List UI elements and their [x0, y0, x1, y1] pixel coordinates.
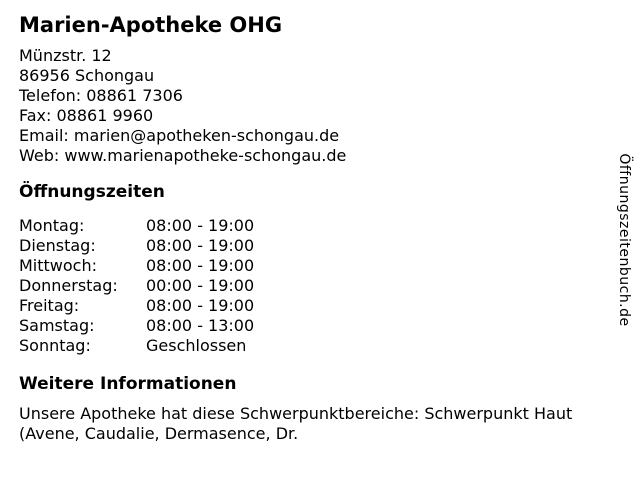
opening-hours-row	[19, 256, 640, 276]
opening-hours-row	[19, 316, 640, 336]
time-value: 08:00 - 19:00	[146, 216, 255, 235]
opening-hours-row	[19, 216, 640, 236]
opening-hours-table	[19, 216, 640, 356]
opening-hours-row	[19, 276, 640, 296]
time-value: 08:00 - 13:00	[146, 316, 255, 335]
more-info-text: Unsere Apotheke hat diese Schwerpunktbereiche: Schwerpunkt Haut (Avene, Caudalie, Dermasence, Dr.	[19, 404, 573, 443]
day-label: Samstag:	[19, 316, 95, 335]
day-label: Freitag:	[19, 296, 80, 315]
time-value: 00:00 - 19:00	[146, 276, 255, 295]
page-title: Marien-Apotheke OHG	[19, 13, 283, 37]
time-value: 08:00 - 19:00	[146, 236, 255, 255]
time-value: Geschlossen	[146, 336, 247, 355]
watermark-brand: Öffnungszeitenbuch.de	[616, 153, 632, 327]
day-label: Dienstag:	[19, 236, 96, 255]
contact-block	[19, 46, 640, 166]
day-label: Sonntag:	[19, 336, 91, 355]
opening-hours-row	[19, 296, 640, 316]
contact-web: Web: www.marienapotheke-schongau.de	[19, 146, 347, 165]
contact-street: Münzstr. 12	[19, 46, 112, 65]
time-value: 08:00 - 19:00	[146, 296, 255, 315]
contact-fax: Fax: 08861 9960	[19, 106, 154, 125]
opening-hours-row	[19, 336, 640, 356]
contact-phone: Telefon: 08861 7306	[19, 86, 183, 105]
opening-hours-row	[19, 236, 640, 256]
day-label: Montag:	[19, 216, 85, 235]
time-value: 08:00 - 19:00	[146, 256, 255, 275]
opening-hours-heading: Öffnungszeiten	[19, 182, 165, 202]
day-label: Donnerstag:	[19, 276, 118, 295]
more-info-heading: Weitere Informationen	[19, 374, 237, 394]
contact-email: Email: marien@apotheken-schongau.de	[19, 126, 340, 145]
day-label: Mittwoch:	[19, 256, 97, 275]
contact-city: 86956 Schongau	[19, 66, 155, 85]
